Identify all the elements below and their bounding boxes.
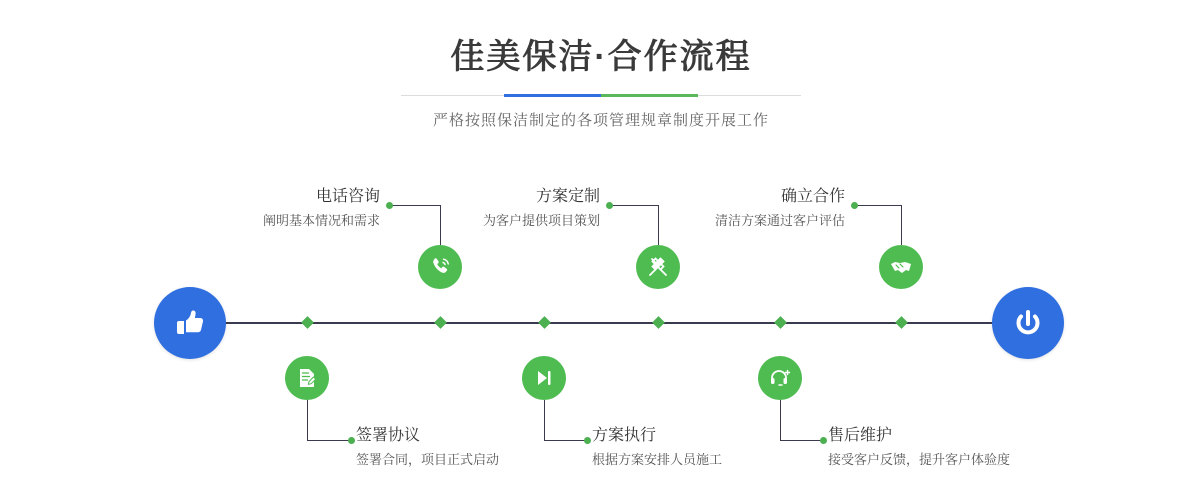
title-divider xyxy=(401,94,801,97)
timeline-node-dot xyxy=(434,316,447,329)
step-5-label xyxy=(595,186,845,231)
page-title: 佳美保洁·合作流程 xyxy=(450,38,752,76)
play-next-icon xyxy=(533,367,555,389)
step-1-icon[interactable] xyxy=(418,245,462,289)
step-5-icon[interactable] xyxy=(879,245,923,289)
step-3-title: 方案定制 xyxy=(535,188,600,205)
step-2-desc: 签署合同，项目正式启动 xyxy=(356,452,500,467)
step-6-label xyxy=(828,425,1158,470)
thumbs-up-icon xyxy=(171,304,209,342)
step-1-title: 电话咨询 xyxy=(315,188,380,205)
step-5-connector-horizontal xyxy=(855,205,901,206)
document-edit-icon xyxy=(295,366,319,390)
step-2-connector-vertical xyxy=(307,400,308,440)
timeline-node-dot xyxy=(652,316,665,329)
pen-ruler-icon xyxy=(646,255,670,279)
step-3-desc: 为客户提供项目策划 xyxy=(482,213,600,228)
step-1-label xyxy=(130,186,380,231)
step-6-icon[interactable] xyxy=(758,356,802,400)
header xyxy=(0,34,1202,130)
step-2-icon[interactable] xyxy=(285,356,329,400)
step-2-tip-dot xyxy=(348,437,355,444)
timeline-start-endpoint xyxy=(154,287,226,359)
phone-icon xyxy=(428,255,452,279)
step-2-connector-horizontal xyxy=(307,440,352,441)
step-6-connector-horizontal xyxy=(780,440,824,441)
timeline-end-endpoint xyxy=(992,287,1064,359)
step-6-desc: 接受客户反馈，提升客户体验度 xyxy=(828,452,1011,467)
step-4-tip-dot xyxy=(584,437,591,444)
step-1-desc: 阐明基本情况和需求 xyxy=(262,213,380,228)
step-5-connector-vertical xyxy=(901,205,902,245)
divider-blue-segment xyxy=(504,94,601,97)
step-2-title: 签署协议 xyxy=(356,427,421,444)
step-5-title: 确立合作 xyxy=(780,188,845,205)
step-5-desc: 清洁方案通过客户评估 xyxy=(714,213,845,228)
timeline-node-dot xyxy=(538,316,551,329)
timeline-node-dot xyxy=(774,316,787,329)
power-icon xyxy=(1010,305,1046,341)
timeline-node-dot xyxy=(895,316,908,329)
step-4-connector-horizontal xyxy=(544,440,588,441)
step-4-desc: 根据方案安排人员施工 xyxy=(592,452,723,467)
step-3-icon[interactable] xyxy=(636,245,680,289)
headset-support-icon xyxy=(768,366,792,390)
handshake-icon xyxy=(889,255,913,279)
step-6-title: 售后维护 xyxy=(828,427,893,444)
step-4-title: 方案执行 xyxy=(592,427,657,444)
step-4-connector-vertical xyxy=(544,400,545,440)
step-4-icon[interactable] xyxy=(522,356,566,400)
timeline-node-dot xyxy=(301,316,314,329)
step-6-connector-vertical xyxy=(780,400,781,440)
divider-green-segment xyxy=(601,94,698,97)
page-subtitle: 严格按照保洁制定的各项管理规章制度开展工作 xyxy=(432,112,769,129)
step-5-tip-dot xyxy=(851,202,858,209)
step-3-label xyxy=(350,186,600,231)
step-6-tip-dot xyxy=(820,437,827,444)
